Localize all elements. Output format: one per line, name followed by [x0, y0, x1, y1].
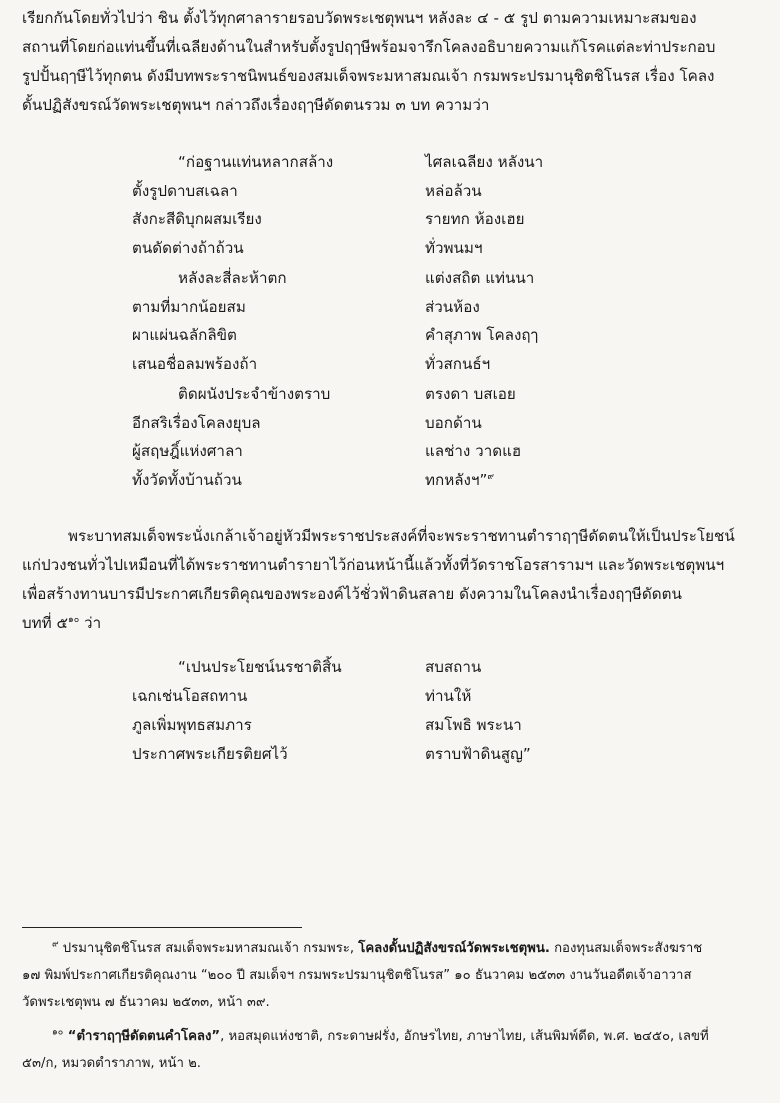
citation-title: “ตำราฤๅษีดัดตนคำโคลง” [63, 1029, 221, 1044]
poem-line-right: ไศลเฉลียง หลังนา [425, 153, 544, 171]
poem-line-right: ท่านให้ [425, 687, 472, 705]
poem-line-right: แต่งสถิต แท่นนา [425, 269, 535, 287]
poem-line-left: ตนดัดต่างถ้าถ้วน [132, 238, 244, 257]
poem-line-left: ภูลเพิ่มพุทธสมภาร [132, 716, 252, 734]
footnote-line [22, 1023, 760, 1050]
footnote-ref: ๑๐ [68, 614, 80, 625]
poem-line-right: รายทก ห้องเฮย [425, 210, 525, 228]
poem-line-right: สบสถาน [425, 658, 482, 676]
poem-line-right: ตรงดา บสเอย [425, 385, 516, 403]
footnote-divider [22, 927, 302, 928]
text-line: รูปปั้นฤๅษีไว้ทุกตน ดังมีบทพระราชนิพนธ์ของสมเด็จพระมหาสมณเจ้า กรมพระปรมานุชิตชิโนรส เรื่อง โคลง [22, 67, 715, 85]
poem-line-left: ประกาศพระเกียรติยศไว้ [132, 745, 288, 763]
poem-line-left: สังกะสีดิบุกผสมเรียง [132, 210, 262, 228]
poem-line-right: หล่อล้วน [425, 181, 482, 200]
poem-line-left: เสนอชื่อลมพร้องถ้า [132, 354, 258, 373]
poem-line-left: “ก่อฐานแท่นหลากสล้าง [178, 153, 334, 171]
poem-line-right: ทกหลังฯ”$^๙$ [425, 470, 494, 489]
poem-line-right: ทั่วพนมฯ [425, 238, 483, 257]
poem-line-right: สมโพธิ พระนา [425, 716, 522, 734]
poem-line-right: ทั่วสกนธ์ฯ [425, 354, 491, 373]
text-line: เรียกกันโดยทั่วไปว่า ชิน ตั้งไว้ทุกศาลารายรอบวัดพระเชตุพนฯ หลังละ ๔ - ๕ รูป ตามความเหมาะสมของ [22, 9, 697, 27]
poem-line-right: คำสุภาพ โคลงฤๅ [425, 326, 538, 344]
footnote-line: วัดพระเชตุพน ๗ ธันวาคม ๒๕๓๓, หน้า ๓๙. [22, 995, 270, 1010]
poem-line-right: ส่วนห้อง [425, 297, 480, 316]
text-line: แก่ปวงชนทั่วไปเหมือนที่ได้พระราชทานตำรายาไว้ก่อนหน้านี้แล้วทั้งที่วัดราชโอรสารามฯ และวัดพระเชตุพนฯ [22, 556, 725, 574]
text-line: เพื่อสร้างทานบารมีประกาศเกียรติคุณของพระองค์ไว้ชั่วฟ้าดินสลาย ดังความในโคลงนำเรื่องฤๅษีดัดตน [22, 585, 682, 603]
footnote-line: ๕๓/ก, หมวดตำราภาพ, หน้า ๒. [22, 1056, 201, 1071]
text-fragment: กองทุนสมเด็จพระสังฆราช [549, 941, 703, 956]
second-paragraph [22, 522, 760, 638]
poem-line-left: ผู้สฤษฎิ์แห่งศาลา [132, 442, 243, 460]
poem-line-right: แลช่าง วาดแฮ [425, 442, 522, 460]
text-line: ดั้นปฏิสังขรณ์วัดพระเชตุพนฯ กล่าวถึงเรื่องฤๅษีดัดตนรวม ๓ บท ความว่า [22, 96, 490, 114]
footnote-10 [22, 1023, 760, 1077]
text-fragment: ว่า [79, 614, 102, 632]
poem-line-left: ติดผนังประจำข้างตราบ [178, 385, 331, 403]
poem-line-left: ทั้งวัดทั้งบ้านถ้วน [132, 470, 242, 489]
text-fragment: , หอสมุดแห่งชาติ, กระดาษฝรั่ง, อักษรไทย, ภาษาไทย, เส้นพิมพ์ดีด, พ.ศ. ๒๔๕๐, เลขที่ [220, 1029, 709, 1044]
poem-line-right: ตราบฟ้าดินสูญ” [425, 745, 531, 763]
text-line [22, 609, 760, 638]
poem-line-left: อีกสริเรื่องโคลงยุบล [132, 413, 261, 432]
poem-line-left: ตั้งรูปดาบสเฉลา [132, 181, 238, 200]
citation-title: โคลงดั้นปฏิสังขรณ์วัดพระเชตุพน. [358, 941, 550, 956]
text-line: สถานที่โดยก่อแท่นขึ้นที่เฉลียงด้านในสำหรับตั้งรูปฤๅษีพร้อมจารึกโคลงอธิบายความแก้โรคแต่ละท่าประกอบ [22, 38, 716, 56]
footnote-line [22, 935, 760, 962]
text-line: พระบาทสมเด็จพระนั่งเกล้าเจ้าอยู่หัวมีพระราชประสงค์ที่จะพระราชทานตำราฤๅษีดัดตนให้เป็นประโยชน์ [68, 527, 735, 545]
poem-line-left: หลังละสี่ละห้าตก [178, 269, 287, 287]
text-fragment: ปรมานุชิตชิโนรส สมเด็จพระมหาสมณเจ้า กรมพระ, [58, 941, 359, 956]
intro-paragraph [22, 4, 760, 120]
poem-line-left: “เปนประโยชน์นรชาติสิ้น [178, 658, 342, 676]
footnote-mark: ๙ [52, 939, 59, 950]
poem-line-right: บอกด้าน [425, 413, 482, 432]
footnote-mark: ๑๐ [52, 1027, 64, 1038]
poem-line-left: ผาแผ่นฉลักลิขิต [132, 326, 237, 344]
text-fragment: บทที่ ๕ [22, 614, 68, 632]
footnote-line: ๑๗ พิมพ์ประกาศเกียรติคุณงาน “๒๐๐ ปี สมเด็จฯ กรมพระปรมานุชิตชิโนรส” ๑๐ ธันวาคม ๒๕๓๓ งานวันอดีตเจ้าอาวาส [22, 968, 692, 983]
poem-line-left: เฉกเช่นโอสถทาน [132, 687, 248, 705]
poem-line-left: ตามที่มากน้อยสม [132, 297, 246, 316]
footnote-ref: ๙ [487, 471, 494, 482]
footnote-9 [22, 935, 760, 1016]
